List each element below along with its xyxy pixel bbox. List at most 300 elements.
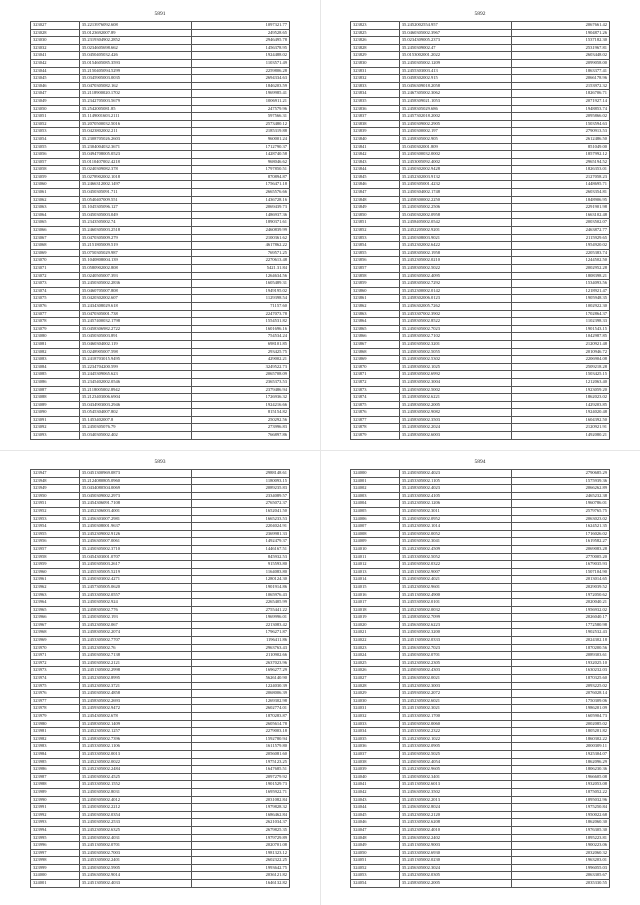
amount-cell: 1900223.06 — [512, 842, 610, 850]
amount-cell: 1592780.94 — [192, 735, 290, 743]
code-cell: 35.2457305005.0620 — [79, 583, 191, 591]
code-cell: 35.2458305002.9082 — [399, 409, 511, 417]
amount-cell: 1712790.37 — [192, 143, 290, 151]
amount-cell: 2000309.11 — [512, 743, 610, 751]
amount-cell: 2066178.96 — [512, 75, 610, 83]
id-cell: 323050 — [31, 105, 80, 113]
id-cell: 323057 — [31, 158, 80, 166]
page-1 — [10, 4, 310, 452]
table-row — [31, 204, 290, 212]
id-cell: 324030 — [351, 697, 400, 705]
id-cell: 324022 — [351, 637, 400, 645]
code-cell: 35.2458305002.7102 — [399, 333, 511, 341]
id-cell: 323995 — [31, 834, 80, 842]
id-cell: 324042 — [351, 788, 400, 796]
code-cell: 35.2458309021.1053 — [399, 97, 511, 105]
code-cell: 35.2457302018.2002 — [399, 113, 511, 121]
code-cell: 35.2418703015.9495 — [79, 356, 191, 364]
code-cell: 35.2450305002.2506 — [399, 204, 511, 212]
table-row — [31, 834, 290, 842]
table-row — [351, 310, 610, 318]
id-cell: 324031 — [351, 705, 400, 713]
id-cell: 323953 — [31, 515, 80, 523]
code-cell: 35.2451305002.0701 — [79, 842, 191, 850]
id-cell: 324020 — [351, 621, 400, 629]
table-row — [31, 29, 290, 37]
page-4 — [330, 452, 630, 900]
amount-cell: 2265405.99 — [192, 599, 290, 607]
code-cell: 35.0454303001.0707 — [79, 553, 191, 561]
amount-cell: 2612486.50 — [512, 135, 610, 143]
id-cell: 323950 — [31, 492, 80, 500]
amount-cell: 247579.96 — [192, 105, 290, 113]
table-row — [31, 826, 290, 834]
amount-cell: 2099058.00 — [512, 59, 610, 67]
amount-cell: 1492080.21 — [512, 432, 610, 440]
amount-cell: 1796271.87 — [192, 629, 290, 637]
code-cell: 35.2452305002.6021 — [399, 697, 511, 705]
id-cell: 323974 — [31, 675, 80, 683]
amount-cell: 597566.31 — [192, 113, 290, 121]
data-table — [350, 469, 610, 888]
id-cell: 324029 — [351, 690, 400, 698]
code-cell: 35.2451305002.4033 — [79, 880, 191, 888]
table-row — [351, 135, 610, 143]
id-cell: 324054 — [351, 880, 400, 888]
id-cell: 323979 — [31, 713, 80, 721]
code-cell: 35.2458305002.776 — [79, 606, 191, 614]
id-cell: 324045 — [351, 811, 400, 819]
code-cell: 35.2450305002.0701 — [399, 652, 511, 660]
id-cell: 324019 — [351, 614, 400, 622]
id-cell: 323072 — [31, 272, 80, 280]
id-cell: 323856 — [351, 257, 400, 265]
code-cell: 35.1040808004.139 — [79, 257, 191, 265]
page-2 — [330, 4, 630, 452]
table-row — [31, 743, 290, 751]
amount-cell: 293425.75 — [192, 348, 290, 356]
code-cell: 35.2453305002.6930 — [399, 849, 511, 857]
id-cell: 323860 — [351, 287, 400, 295]
table-row — [351, 599, 610, 607]
code-cell: 35.2450302002.9428 — [399, 166, 511, 174]
table-row — [351, 804, 610, 812]
id-cell: 323963 — [31, 591, 80, 599]
amount-cell: 1806230.36 — [512, 766, 610, 774]
code-cell: 35.0345905003.0035 — [79, 75, 191, 83]
table-row — [351, 713, 610, 721]
table-row — [351, 690, 610, 698]
table-row — [351, 59, 610, 67]
amount-cell: 2460839.99 — [192, 227, 290, 235]
amount-cell: 2024302.18 — [512, 637, 610, 645]
code-cell: 35.0494708005.0523 — [79, 151, 191, 159]
code-cell: 35.2456305002.3024 — [399, 864, 511, 872]
id-cell: 323997 — [31, 849, 80, 857]
id-cell: 323873 — [351, 386, 400, 394]
id-cell: 323091 — [31, 416, 80, 424]
table-row — [351, 280, 610, 288]
amount-cell: 2694334.63 — [192, 75, 290, 83]
amount-cell: 851049.00 — [512, 143, 610, 151]
table-row — [31, 158, 290, 166]
code-cell: 35.2451305002.4900 — [399, 591, 511, 599]
amount-cell: 1772580.98 — [512, 621, 610, 629]
table-row — [351, 257, 610, 265]
id-cell: 324038 — [351, 758, 400, 766]
table-row — [351, 371, 610, 379]
code-cell: 35.2456305002.9014 — [79, 872, 191, 880]
table-row — [351, 29, 610, 37]
amount-cell: 1486937.36 — [192, 211, 290, 219]
table-row — [31, 67, 290, 75]
amount-cell: 2665576.66 — [192, 189, 290, 197]
amount-cell: 1805201.82 — [512, 728, 610, 736]
amount-cell: 1905948.35 — [512, 295, 610, 303]
code-cell: 35.2458305002.2693 — [79, 697, 191, 705]
code-cell: 35.2452305002.067 — [79, 621, 191, 629]
amount-cell: 1196411.86 — [192, 637, 290, 645]
code-cell: 35.2453305002.5052 — [399, 553, 511, 561]
id-cell: 323999 — [31, 864, 80, 872]
amount-cell: 2579765.75 — [512, 507, 610, 515]
table-row — [351, 826, 610, 834]
code-cell: 35.0750305029.987 — [79, 249, 191, 257]
code-cell: 35.2450305002.3710 — [79, 545, 191, 553]
table-row — [31, 750, 290, 758]
amount-cell: 429002.21 — [192, 356, 290, 364]
id-cell: 323056 — [31, 151, 80, 159]
id-cell: 324048 — [351, 834, 400, 842]
amount-cell: 2063023.02 — [512, 515, 610, 523]
table-row — [351, 242, 610, 250]
id-cell: 323994 — [31, 826, 80, 834]
page-title: 5891 — [154, 11, 166, 17]
code-cell: 35.2452305002.2484 — [79, 766, 191, 774]
id-cell: 323956 — [31, 538, 80, 546]
table-row — [31, 90, 290, 98]
amount-cell: 1537182.30 — [512, 37, 610, 45]
amount-cell: 2291901.98 — [512, 204, 610, 212]
id-cell: 323083 — [31, 356, 80, 364]
table-row — [31, 189, 290, 197]
amount-cell: 1826706.71 — [512, 90, 610, 98]
id-cell: 324017 — [351, 599, 400, 607]
table-row — [31, 196, 290, 204]
amount-cell: 2463872.77 — [512, 227, 610, 235]
table-row — [351, 515, 610, 523]
code-cell: 35.2452302002.6422 — [399, 242, 511, 250]
code-cell: 35.2452305002.2305 — [399, 659, 511, 667]
id-cell: 323823 — [351, 22, 400, 30]
amount-cell: 2089303.61 — [512, 652, 610, 660]
id-cell: 323857 — [351, 265, 400, 273]
table-row — [31, 432, 290, 440]
code-cell: 35.2450305002.0052 — [399, 530, 511, 538]
code-cell: 35.0420302002.607 — [79, 295, 191, 303]
id-cell: 323058 — [31, 166, 80, 174]
code-cell: 35.0450309002.2973 — [79, 492, 191, 500]
id-cell: 323982 — [31, 735, 80, 743]
table-row — [351, 265, 610, 273]
code-cell: 35.2452302003.9132 — [399, 173, 511, 181]
id-cell: 323086 — [31, 378, 80, 386]
table-row — [351, 424, 610, 432]
id-cell: 323059 — [31, 173, 80, 181]
code-cell: 35.2458305002.2005 — [399, 401, 511, 409]
code-cell: 35.2458305002.7292 — [399, 280, 511, 288]
amount-cell: 1924488.02 — [192, 52, 290, 60]
code-cell: 35.2458305002.3004 — [399, 378, 511, 386]
id-cell: 324003 — [351, 492, 400, 500]
id-cell: 324009 — [351, 538, 400, 546]
table-row — [351, 697, 610, 705]
amount-cell: 2069439.73 — [192, 204, 290, 212]
code-cell: 35.2450305002.0060 — [399, 720, 511, 728]
amount-cell: 1924216.66 — [192, 401, 290, 409]
id-cell: 323858 — [351, 272, 400, 280]
table-row — [31, 424, 290, 432]
id-cell: 323868 — [351, 348, 400, 356]
amount-cell: 1436728.16 — [192, 196, 290, 204]
amount-cell: 1932053.08 — [512, 781, 610, 789]
amount-cell: 1750309.06 — [512, 697, 610, 705]
id-cell: 323070 — [31, 257, 80, 265]
amount-cell: 1448695.71 — [512, 181, 610, 189]
amount-cell: 2100361.62 — [192, 234, 290, 242]
code-cell: 35.0470305082.162 — [79, 82, 191, 90]
code-cell: 35.2450305002.2533 — [79, 819, 191, 827]
amount-cell: 2026040.17 — [512, 614, 610, 622]
code-cell: 35.2450305002.3401 — [399, 773, 511, 781]
table-row — [351, 181, 610, 189]
table-row — [351, 120, 610, 128]
amount-cell: 1960786.01 — [512, 500, 610, 508]
amount-cell: 1846203.59 — [192, 82, 290, 90]
code-cell: 35.0234309005.2373 — [399, 37, 511, 45]
amount-cell: 1604392.50 — [512, 416, 610, 424]
table-row — [31, 325, 290, 333]
table-row — [31, 614, 290, 622]
table-row — [31, 97, 290, 105]
id-cell: 323849 — [351, 204, 400, 212]
code-cell: 35.2452305002.2120 — [399, 811, 511, 819]
amount-cell: 1954920.02 — [512, 242, 610, 250]
id-cell: 323838 — [351, 120, 400, 128]
code-cell: 35.0580902002.808 — [79, 265, 191, 273]
amount-cell: 815154.82 — [192, 409, 290, 417]
id-cell: 323861 — [351, 295, 400, 303]
code-cell: 35.2450305002.5025 — [399, 750, 511, 758]
code-cell: 35.2450305002.2836 — [79, 280, 191, 288]
table-row — [351, 568, 610, 576]
amount-cell: 1180093.15 — [192, 477, 290, 485]
amount-cell: 1554531.82 — [192, 318, 290, 326]
table-row — [351, 500, 610, 508]
amount-cell: 1679035.93 — [512, 561, 610, 569]
id-cell: 323867 — [351, 340, 400, 348]
table-row — [351, 356, 610, 364]
code-cell: 35.2450309002.47 — [399, 44, 511, 52]
amount-cell: 1575939.36 — [512, 477, 610, 485]
table-row — [31, 22, 290, 30]
code-cell: 35.2453305002.2401 — [79, 857, 191, 865]
table-row — [31, 249, 290, 257]
page-divider-vertical — [320, 0, 321, 905]
amount-cell: 1924020.48 — [512, 409, 610, 417]
amount-cell: 968046.62 — [192, 158, 290, 166]
code-cell: 35.2308705026.2603 — [79, 135, 191, 143]
id-cell: 323835 — [351, 97, 400, 105]
code-cell: 35.0240309082.378 — [79, 166, 191, 174]
table-row — [31, 181, 290, 189]
code-cell: 35.2466312002.1497 — [79, 181, 191, 189]
amount-cell: 1890371.61 — [192, 219, 290, 227]
table-row — [31, 644, 290, 652]
amount-cell: 2379486.94 — [192, 386, 290, 394]
code-cell: 35.2450305076.79 — [79, 424, 191, 432]
amount-cell: 1102398.33 — [512, 318, 610, 326]
id-cell: 323052 — [31, 120, 80, 128]
code-cell: 35.2452305002.9601 — [399, 583, 511, 591]
code-cell: 35.2453305002.1700 — [399, 713, 511, 721]
amount-cell: 2965194.52 — [512, 158, 610, 166]
amount-cell: 2946495.78 — [192, 37, 290, 45]
code-cell: 35.0123692007.89 — [79, 29, 191, 37]
code-cell: 35.2456305002.6223 — [399, 621, 511, 629]
id-cell: 323831 — [351, 67, 400, 75]
amount-cell: 2204024.91 — [192, 523, 290, 531]
code-cell: 35.0451300969.0873 — [79, 470, 191, 478]
code-cell: 35.2453005092.4002 — [399, 158, 511, 166]
table-row — [31, 105, 290, 113]
table-row — [31, 166, 290, 174]
id-cell: 323825 — [351, 29, 400, 37]
amount-cell: 2334089.57 — [192, 492, 290, 500]
table-row — [31, 507, 290, 515]
amount-cell: 2206904.08 — [512, 356, 610, 364]
amount-cell: 2076028.14 — [512, 690, 610, 698]
table-row — [31, 211, 290, 219]
code-cell: 35.2450305002.193 — [79, 614, 191, 622]
code-cell: 35.2450305002.7003 — [79, 849, 191, 857]
table-row — [351, 644, 610, 652]
table-row — [31, 37, 290, 45]
table-row — [351, 204, 610, 212]
table-row — [351, 872, 610, 880]
amount-cell: 1619582.27 — [512, 538, 610, 546]
id-cell: 323030 — [31, 37, 80, 45]
amount-cell: 1695922.71 — [192, 788, 290, 796]
id-cell: 323027 — [31, 22, 80, 30]
code-cell: 35.2457400032.1798 — [79, 318, 191, 326]
table-row — [31, 583, 290, 591]
id-cell: 324018 — [351, 606, 400, 614]
code-cell: 35.0423802002.211 — [79, 128, 191, 136]
code-cell: 35.2452305002.6325 — [79, 826, 191, 834]
amount-cell: 2067661.42 — [512, 22, 610, 30]
code-cell: 35.2458305002.1025 — [399, 363, 511, 371]
id-cell: 323851 — [351, 219, 400, 227]
table-row — [351, 272, 610, 280]
code-cell: 35.2450305002.4023 — [399, 470, 511, 478]
code-cell: 35.2453305002.0013 — [79, 750, 191, 758]
id-cell: 324023 — [351, 644, 400, 652]
table-row — [31, 682, 290, 690]
code-cell: 35.2070500032.5016 — [79, 120, 191, 128]
code-cell: 35.0154605085.3593 — [79, 59, 191, 67]
table-row — [31, 591, 290, 599]
code-cell: 35.2450305002.3201 — [399, 340, 511, 348]
table-row — [31, 59, 290, 67]
code-cell: 35.2452205002.9201 — [399, 227, 511, 235]
code-cell: 35.2450305002.3200 — [399, 629, 511, 637]
code-cell: 35.2450305002.4021 — [399, 576, 511, 584]
code-cell: 35.2452300002.0142 — [399, 287, 511, 295]
code-cell: 35.2458305002.1409 — [79, 720, 191, 728]
page-3 — [10, 452, 310, 900]
id-cell: 323833 — [351, 82, 400, 90]
id-cell: 324035 — [351, 735, 400, 743]
amount-cell: 1963203.01 — [512, 857, 610, 865]
table-row — [31, 545, 290, 553]
id-cell: 323875 — [351, 401, 400, 409]
table-row — [351, 196, 610, 204]
table-row — [351, 52, 610, 60]
amount-cell: 1605904.73 — [512, 713, 610, 721]
code-cell: 35.2343505002.74 — [79, 219, 191, 227]
amount-cell: 1975123.25 — [192, 758, 290, 766]
code-cell: 35.2342705003.5679 — [79, 97, 191, 105]
table-row — [31, 728, 290, 736]
id-cell: 323991 — [31, 804, 80, 812]
code-cell: 35.0278902002.1018 — [79, 173, 191, 181]
id-cell: 324053 — [351, 872, 400, 880]
table-row — [351, 545, 610, 553]
amount-cell: 1665233.53 — [192, 515, 290, 523]
id-cell: 323832 — [351, 75, 400, 83]
table-row — [351, 621, 610, 629]
amount-cell: 2120921.48 — [512, 340, 610, 348]
code-cell: 35.2450305002.8031 — [79, 788, 191, 796]
id-cell: 323987 — [31, 773, 80, 781]
id-cell: 324021 — [351, 629, 400, 637]
id-cell: 323081 — [31, 340, 80, 348]
id-cell: 323032 — [31, 44, 80, 52]
amount-cell: 1902532.43 — [512, 629, 610, 637]
code-cell: 35.0456309018.2058 — [399, 82, 511, 90]
id-cell: 324039 — [351, 766, 400, 774]
amount-cell: 1611579.80 — [192, 743, 290, 751]
amount-cell: 1797850.51 — [192, 166, 290, 174]
amount-cell: 1702864.37 — [512, 310, 610, 318]
table-row — [351, 834, 610, 842]
id-cell: 323082 — [31, 348, 80, 356]
table-row — [31, 492, 290, 500]
table-row — [31, 500, 290, 508]
table-row — [31, 849, 290, 857]
code-cell: 35.2456302005.7262 — [399, 302, 511, 310]
code-cell: 35.0450302001.809 — [399, 143, 511, 151]
amount-cell: 1895032.96 — [512, 796, 610, 804]
id-cell: 323973 — [31, 667, 80, 675]
table-row — [31, 143, 290, 151]
amount-cell: 273996.83 — [192, 424, 290, 432]
table-row — [351, 432, 610, 440]
amount-cell: 2035330.55 — [512, 880, 610, 888]
amount-cell: 1862060.30 — [512, 819, 610, 827]
page-title: 5892 — [474, 11, 486, 17]
